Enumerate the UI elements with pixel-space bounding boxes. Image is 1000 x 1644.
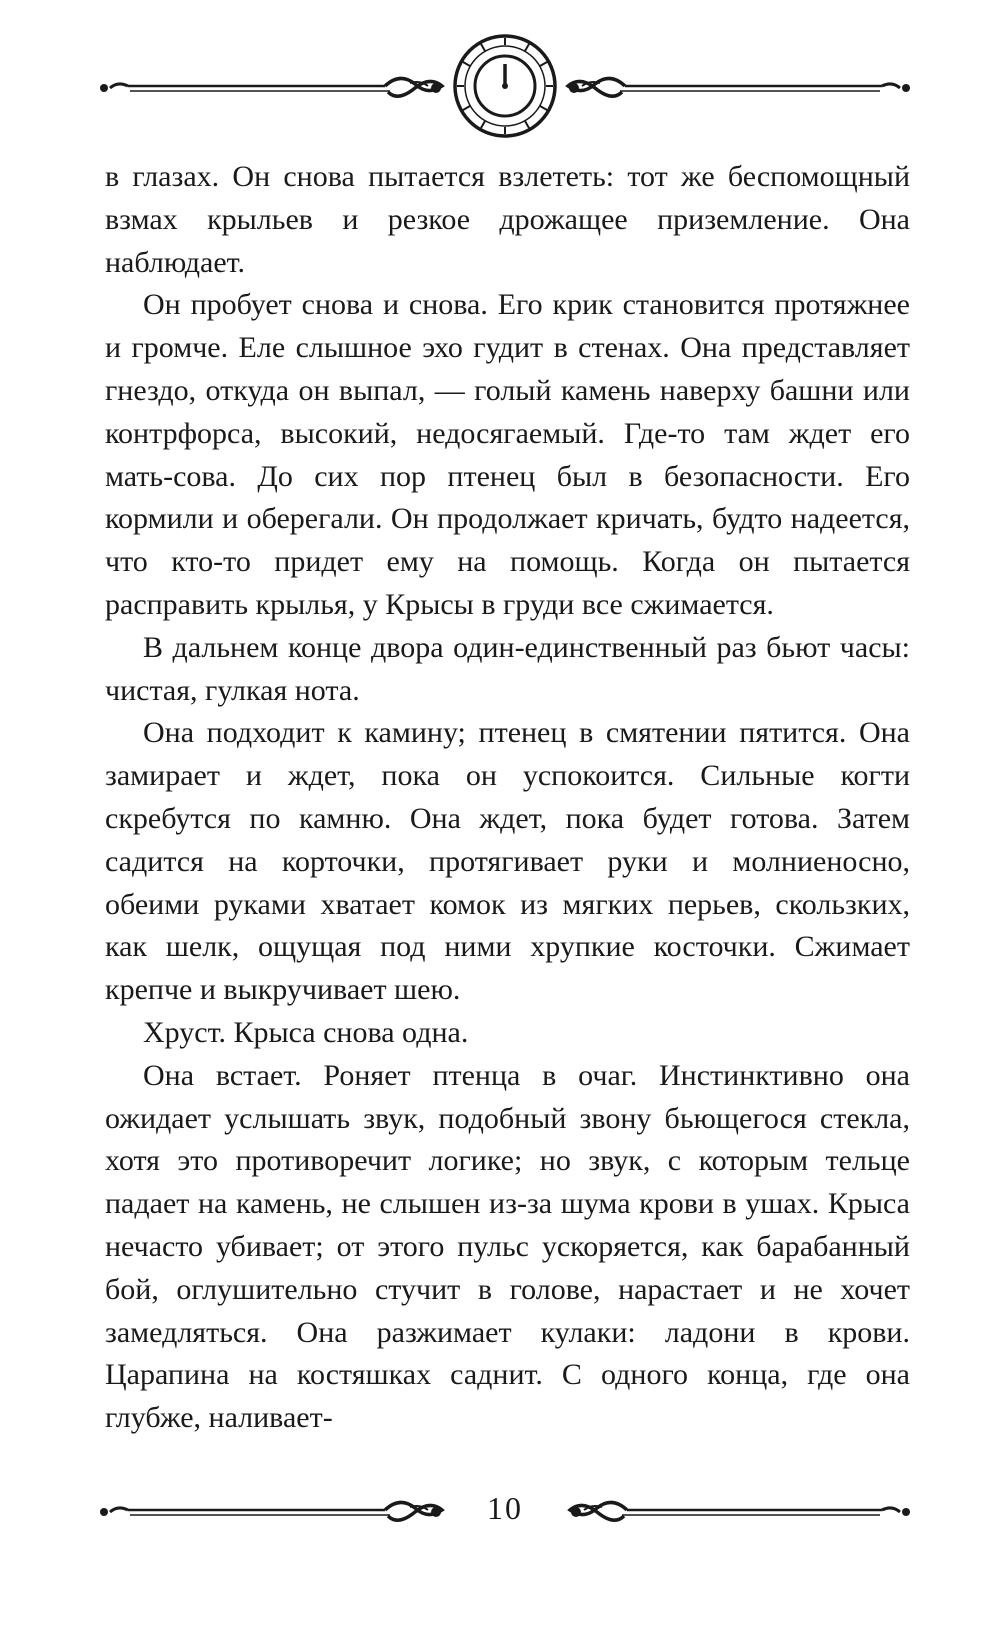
paragraph: Хруст. Крыса снова одна.: [143, 1015, 469, 1049]
paragraph: Она встает. Роняет птенца в очаг. Инстинктивно она ожидает услышать звук, подобный звону бьющегося стекла, хотя это противоречит логике; но звук, с которым тельце падает на камень, не слышен из-за шума крови в ушах. Крыса нечасто убивает; от этого пульс ускоряется, как барабанный бой, оглушительно стучит в голове, нарастает и не хочет замедляться. Она разжимает кулаки: ладони в крови. Царапина на костяшках саднит. С одного конца, где она глубже, наливает-: [105, 1058, 910, 1435]
header-ornament-svg: [90, 28, 920, 153]
header-ornament: [90, 28, 920, 153]
paragraph: Он пробует снова и снова. Его крик становится протяжнее и громче. Еле слышное эхо гудит в стенах. Она представляет гнездо, откуда он выпал, — голый камень наверху башни или контрфорса, высокий, недосягаемый. Где-то там ждет его мать-сова. До сих пор птенец был в безопасности. Его кормили и оберегали. Он продолжает кричать, будто надеется, что кто-то придет ему на помощь. Когда он пытается расправить крылья, у Крысы в груди все сжимается.: [105, 288, 910, 621]
paragraph: В дальнем конце двора один-единственный раз бьют часы: чистая, гулкая нота.: [105, 630, 910, 707]
page-body-text: [105, 156, 910, 1440]
page-number: 10: [487, 1490, 523, 1526]
clock-icon: [455, 36, 555, 136]
paragraph: в глазах. Он снова пытается взлететь: тот же беспомощный взмах крыльев и резкое дрожащее приземление. Она наблюдает.: [105, 160, 910, 279]
paragraph: Она подходит к камину; птенец в смятении пятится. Она замирает и ждет, пока он успокоится. Сильные когти скребутся по камню. Она ждет, пока будет готова. Затем садится на корточки, протягивает руки и молниеносно, обеими руками хватает комок из мягких перьев, скользких, как шелк, ощущая под ними хрупкие косточки. Сжимает крепче и выкручивает шею.: [105, 716, 910, 1007]
